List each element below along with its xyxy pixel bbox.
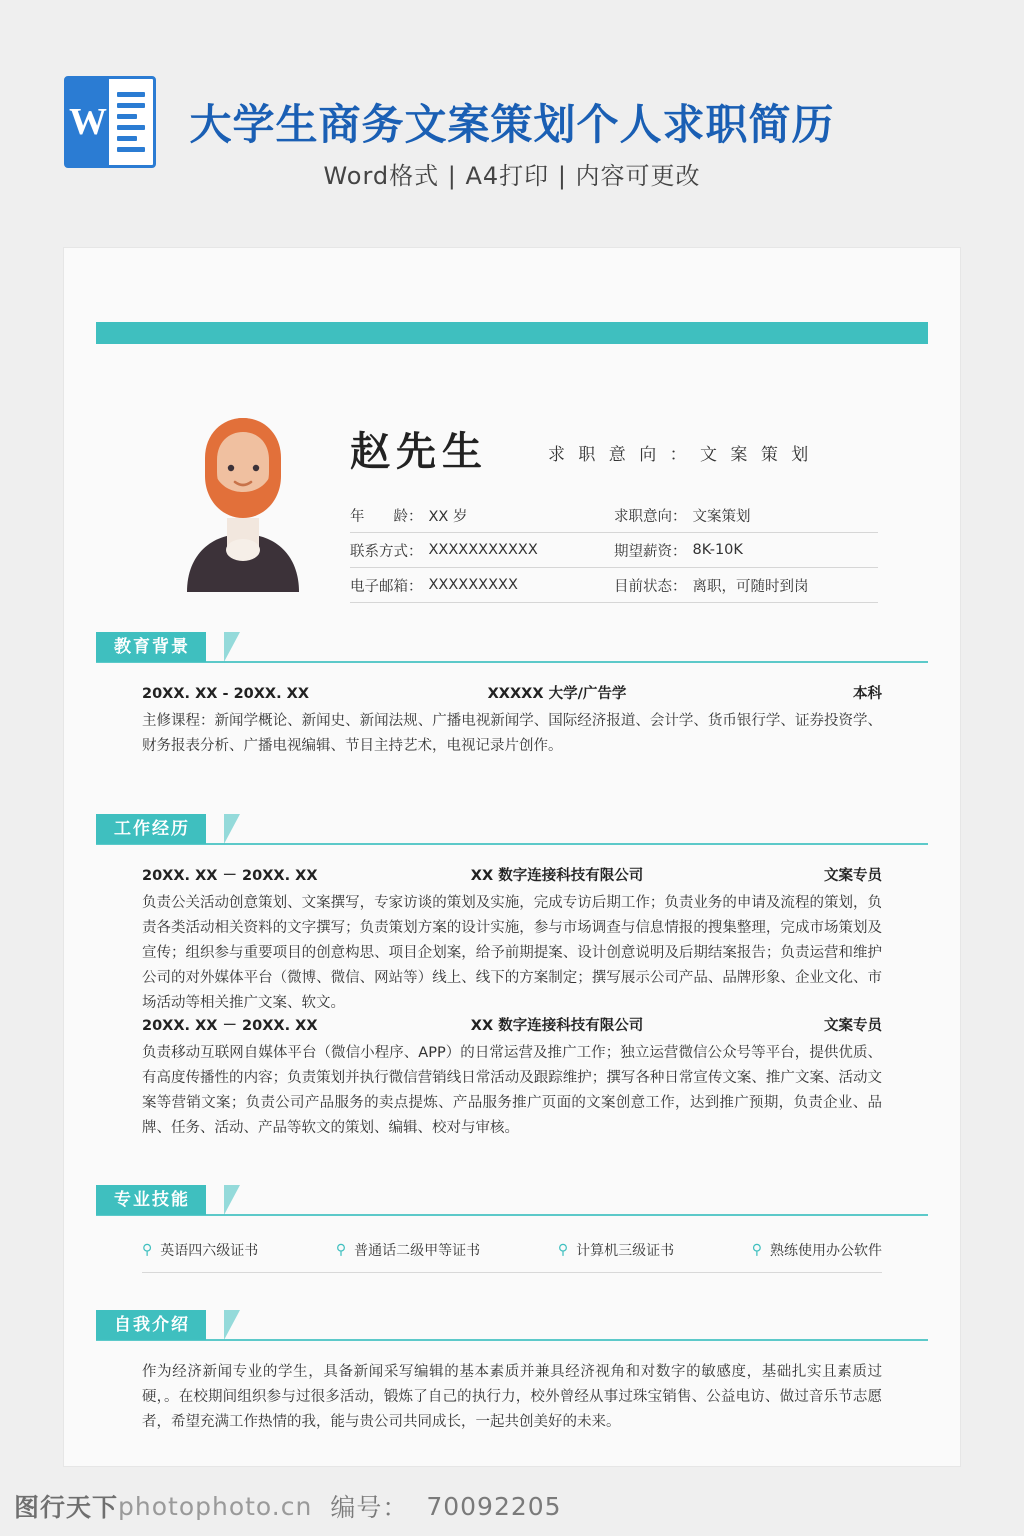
info-value: XXXXXXXXXXX <box>428 542 538 558</box>
info-label: 期望薪资： <box>614 543 687 560</box>
info-value: 8K-10K <box>692 542 743 558</box>
skill-item <box>336 1240 480 1260</box>
word-logo-letter: W <box>67 79 109 165</box>
info-label: 联系方式： <box>350 543 423 560</box>
work-date: 20XX. XX － 20XX. XX <box>142 868 318 884</box>
info-row <box>350 498 878 533</box>
info-table <box>350 498 878 603</box>
top-accent-bar <box>96 322 928 344</box>
info-phone <box>350 533 614 567</box>
work-role: 文案专员 <box>824 868 882 884</box>
skill-item <box>752 1240 882 1260</box>
watermark-domain: photophoto.cn <box>118 1491 313 1521</box>
candidate-name: 赵先生 <box>350 429 488 475</box>
page-subtitle: Word格式 | A4打印 | 内容可更改 <box>323 162 701 190</box>
work-entry-line <box>142 1014 882 1039</box>
education-degree: 本科 <box>853 686 882 702</box>
work-entry-2 <box>142 1014 882 1141</box>
medal-icon: ⚲ <box>557 1242 569 1258</box>
section-title-education: 教育背景 <box>96 632 206 662</box>
medal-icon: ⚲ <box>751 1242 762 1258</box>
skills-list <box>142 1240 882 1260</box>
medal-icon: ⚲ <box>335 1242 347 1258</box>
watermark-number: 70092205 <box>426 1491 562 1521</box>
medal-icon: ⚲ <box>142 1242 153 1258</box>
objective-heading: 求 职 意 向 ： 文 案 策 划 <box>548 445 813 465</box>
info-label: 年 龄： <box>350 508 423 525</box>
info-value: 离职，可随时到岗 <box>692 578 809 595</box>
info-value: XXXXXXXXX <box>428 577 518 593</box>
work-entry-line <box>142 864 882 889</box>
section-title-work: 工作经历 <box>96 814 206 844</box>
skill-label: 普通话二级甲等证书 <box>354 1243 481 1259</box>
skill-label: 计算机三级证书 <box>576 1243 675 1259</box>
skill-item <box>558 1240 674 1260</box>
header <box>0 0 1024 248</box>
work-company: XX 数字连接科技有限公司 <box>470 868 644 884</box>
info-label: 电子邮箱： <box>350 578 423 595</box>
skills-divider <box>142 1272 882 1273</box>
watermark-site-cn: 图行天下 <box>14 1493 119 1522</box>
education-courses: 主修课程：新闻学概论、新闻史、新闻法规、广播电视新闻学、国际经济报道、会计学、货币银行学、证券投资学、财务报表分析、广播电视编辑、节目主持艺术，电视记录片创作。 <box>142 712 882 754</box>
page-title: 大学生商务文案策划个人求职简历 <box>189 100 835 149</box>
education-block <box>142 682 882 759</box>
work-company: XX 数字连接科技有限公司 <box>470 1018 644 1034</box>
info-row <box>350 533 878 568</box>
work-description: 负责公关活动创意策划、文案撰写，专家访谈的策划及实施，完成专访后期工作；负责业务的申请及流程的策划，负责各类活动相关资料的文字撰写；负责策划方案的设计实施，参与市场调查与信息情报的搜集整理，完成市场策划及宣传；组织参与重要项目的创意构思、项目企划案，给予前期提案、设计创意说明及后期结案报告；负责运营和维护公司的对外媒体平台（微博、微信、网站等）线上、线下的方案制定；撰写展示公司产品、品牌形象、企业文化、市场活动等相关推广文案、软文。 <box>142 894 882 1011</box>
watermark <box>0 1476 1024 1536</box>
education-school: XXXXX 大学/广告学 <box>487 686 627 702</box>
info-objective <box>614 498 878 532</box>
avatar <box>167 400 319 592</box>
info-salary <box>614 533 878 567</box>
section-header-skills <box>96 1185 928 1215</box>
education-date: 20XX. XX - 20XX. XX <box>142 686 310 702</box>
section-title-skills: 专业技能 <box>96 1185 206 1215</box>
education-entry-line <box>142 682 882 707</box>
skill-label: 英语四六级证书 <box>160 1243 259 1259</box>
work-date: 20XX. XX － 20XX. XX <box>142 1018 318 1034</box>
intro-text: 作为经济新闻专业的学生，具备新闻采写编辑的基本素质并兼具经济视角和对数字的敏感度，基础扎实且素质过硬，。在校期间组织参与过很多活动，锻炼了自己的执行力，校外曾经从事过珠宝销售、公益电访、做过音乐节志愿者，希望充满工作热情的我，能与贵公司共同成长，一起共创美好的未来。 <box>142 1364 882 1430</box>
skill-label: 熟练使用办公软件 <box>769 1243 882 1259</box>
watermark-number-label: 编号： <box>330 1493 409 1522</box>
work-role: 文案专员 <box>824 1018 882 1034</box>
info-row <box>350 568 878 603</box>
info-age <box>350 498 614 532</box>
intro-block <box>142 1360 882 1435</box>
info-label: 目前状态： <box>614 578 687 595</box>
info-email <box>350 568 614 602</box>
work-entry-1 <box>142 864 882 1016</box>
skill-item <box>142 1240 258 1260</box>
section-header-intro <box>96 1310 928 1340</box>
info-value: XX 岁 <box>428 508 468 525</box>
info-label: 求职意向： <box>614 508 687 525</box>
section-header-education <box>96 632 928 662</box>
section-title-intro: 自我介绍 <box>96 1310 206 1340</box>
work-description: 负责移动互联网自媒体平台（微信小程序、APP）的日常运营及推广工作；独立运营微信公众号等平台，提供优质、有高度传播性的内容；负责策划并执行微信营销线日常活动及跟踪维护；撰写各种日常宣传文案、推广文案、活动文案等营销文案；负责公司产品服务的卖点提炼、产品服务推广页面的文案创意工作，达到推广预期，负责企业、品牌、任务、活动、产品等软文的策划、编辑、校对与审核。 <box>142 1044 882 1136</box>
section-header-work <box>96 814 928 844</box>
info-value: 文案策划 <box>692 508 751 525</box>
info-status <box>614 568 878 602</box>
